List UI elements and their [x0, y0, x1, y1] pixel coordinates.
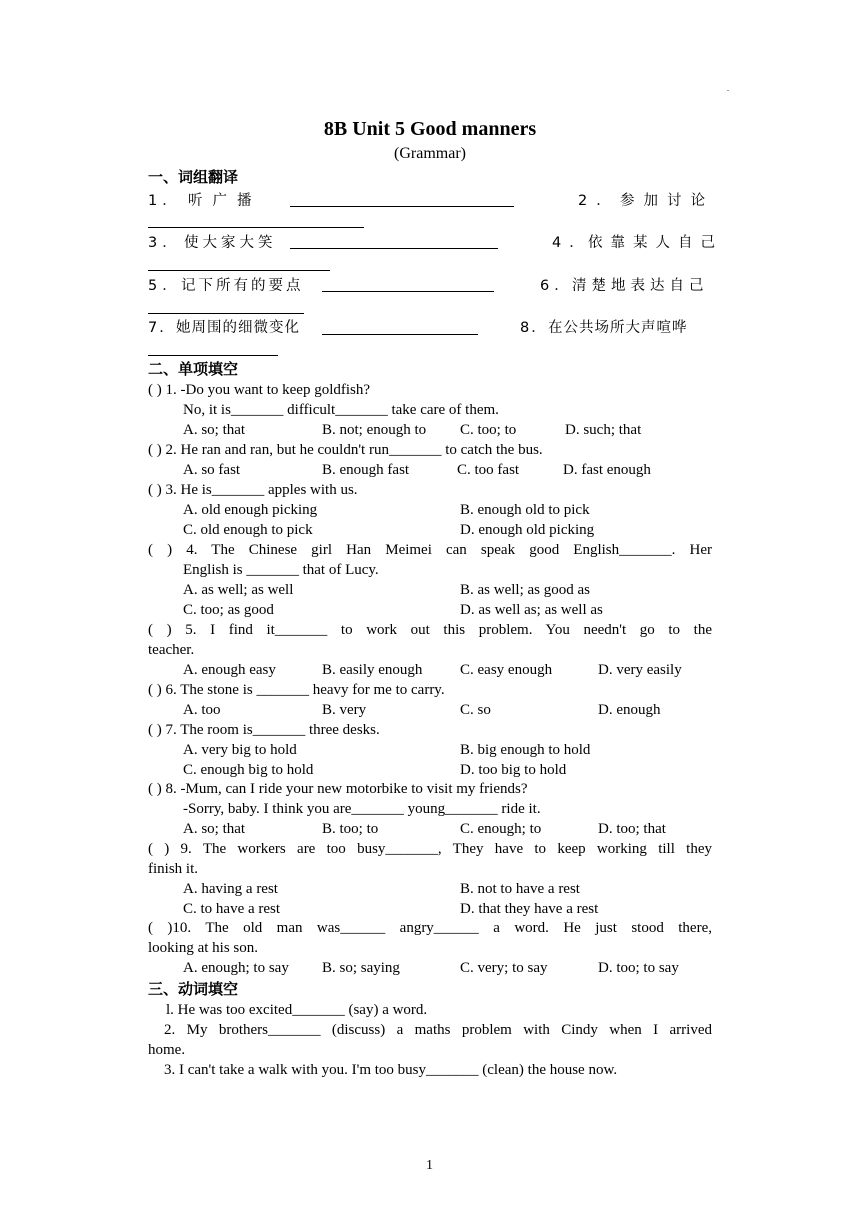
option-b: B. enough old to pick: [460, 502, 590, 518]
option-b: B. not to have a rest: [460, 881, 580, 897]
option-c: C. enough big to hold: [183, 762, 314, 778]
option-d: D. such; that: [565, 422, 642, 438]
option-b: B. big enough to hold: [460, 742, 591, 758]
question-9-line2: finish it.: [148, 861, 199, 877]
option-a: A. too: [183, 702, 221, 718]
option-d: D. fast enough: [563, 462, 651, 478]
section-heading-2: 二、单项填空: [148, 360, 239, 378]
question-3: ( ) 3. He is_______ apples with us.: [148, 482, 358, 498]
phrase-6-num: 6．: [540, 278, 574, 294]
verb-question-2-line2: home.: [148, 1042, 186, 1058]
option-b: B. so; saying: [322, 960, 400, 976]
option-d: D. very easily: [598, 662, 682, 678]
question-7: ( ) 7. The room is_______ three desks.: [148, 722, 380, 738]
option-b: B. enough fast: [322, 462, 410, 478]
answer-line: [148, 355, 278, 356]
option-a: A. enough easy: [183, 662, 276, 678]
answer-line: [148, 227, 364, 228]
question-8-line2: -Sorry, baby. I think you are_______ young_______ ride it.: [183, 801, 541, 817]
phrase-5-text: 记下所有的要点: [181, 278, 304, 294]
option-c: C. easy enough: [460, 662, 553, 678]
question-5: ( ) 5. I find it_______ to work out this problem. You needn't go to the: [148, 622, 712, 638]
option-b: B. not; enough to: [322, 422, 427, 438]
phrase-6-text: 清楚地表达自己: [572, 278, 709, 294]
option-a: A. old enough picking: [183, 502, 318, 518]
phrase-1-text: 听广播: [188, 193, 262, 209]
corner-mark: .: [727, 84, 729, 93]
question-4-line2: English is _______ that of Lucy.: [183, 562, 379, 578]
answer-line: [148, 313, 304, 314]
phrase-4-num: 4．: [552, 235, 592, 251]
option-c: C. enough; to: [460, 821, 542, 837]
option-a: A. having a rest: [183, 881, 278, 897]
option-c: C. old enough to pick: [183, 522, 313, 538]
question-1: ( ) 1. -Do you want to keep goldfish?: [148, 382, 371, 398]
option-c: C. too; to: [460, 422, 517, 438]
page-number: 1: [426, 1158, 433, 1173]
phrase-3-text: 使大家大笑: [184, 235, 277, 251]
phrase-2-text: 参加讨论: [620, 193, 714, 209]
verb-question-1: l. He was too excited_______ (say) a word.: [166, 1002, 428, 1018]
phrase-8-text: 在公共场所大声喧哗: [548, 320, 688, 336]
option-b: B. too; to: [322, 821, 379, 837]
page-title: 8B Unit 5 Good manners: [323, 118, 537, 140]
verb-question-3: 3. I can't take a walk with you. I'm too busy_______ (clean) the house now.: [164, 1062, 618, 1078]
phrase-7-text: 她周围的细微变化: [176, 320, 300, 336]
option-d: D. too big to hold: [460, 762, 567, 778]
phrase-2-num: 2．: [578, 193, 620, 209]
answer-line: [148, 270, 330, 271]
question-10: ( )10. The old man was______ angry______ a word. He just stood there,: [148, 920, 712, 936]
question-8: ( ) 8. -Mum, can I ride your new motorbike to visit my friends?: [148, 781, 528, 797]
question-4: ( ) 4. The Chinese girl Han Meimei can speak good English_______. Her: [148, 542, 712, 558]
option-a: A. enough; to say: [183, 960, 289, 976]
question-10-line2: looking at his son.: [148, 940, 259, 956]
option-a: A. very big to hold: [183, 742, 297, 758]
option-d: D. enough old picking: [460, 522, 595, 538]
section-heading-3: 三、动词填空: [148, 980, 239, 998]
answer-line: [322, 334, 478, 335]
question-6: ( ) 6. The stone is _______ heavy for me to carry.: [148, 682, 445, 698]
phrase-3-num: 3．: [148, 235, 182, 251]
phrase-4-text: 依靠某人自己: [588, 235, 723, 251]
option-c: C. so: [460, 702, 491, 718]
answer-line: [290, 206, 514, 207]
phrase-1-num: 1．: [148, 193, 182, 209]
question-2: ( ) 2. He ran and ran, but he couldn't run_______ to catch the bus.: [148, 442, 543, 458]
option-d: D. enough: [598, 702, 661, 718]
option-a: A. so; that: [183, 821, 246, 837]
page-subtitle: (Grammar): [394, 145, 466, 162]
option-d: D. that they have a rest: [460, 901, 599, 917]
question-5-line2: teacher.: [148, 642, 195, 658]
verb-question-2: 2. My brothers_______ (discuss) a maths problem with Cindy when I arrived: [164, 1022, 712, 1038]
phrase-5-num: 5．: [148, 278, 182, 294]
option-c: C. too fast: [457, 462, 520, 478]
answer-line: [322, 291, 494, 292]
option-d: D. too; that: [598, 821, 666, 837]
option-c: C. too; as good: [183, 602, 274, 618]
option-a: A. as well; as well: [183, 582, 294, 598]
option-c: C. to have a rest: [183, 901, 281, 917]
section-heading-1: 一、词组翻译: [148, 168, 239, 186]
phrase-8-num: 8．: [520, 320, 548, 336]
option-b: B. very: [322, 702, 367, 718]
option-d: D. as well as; as well as: [460, 602, 603, 618]
option-c: C. very; to say: [460, 960, 548, 976]
question-1-line2: No, it is_______ difficult_______ take care of them.: [183, 402, 499, 418]
option-d: D. too; to say: [598, 960, 679, 976]
option-a: A. so; that: [183, 422, 246, 438]
answer-line: [290, 248, 498, 249]
option-b: B. as well; as good as: [460, 582, 590, 598]
phrase-7-num: 7．: [148, 320, 176, 336]
option-b: B. easily enough: [322, 662, 423, 678]
option-a: A. so fast: [183, 462, 241, 478]
question-9: ( ) 9. The workers are too busy_______, They have to keep working till they: [148, 841, 712, 857]
